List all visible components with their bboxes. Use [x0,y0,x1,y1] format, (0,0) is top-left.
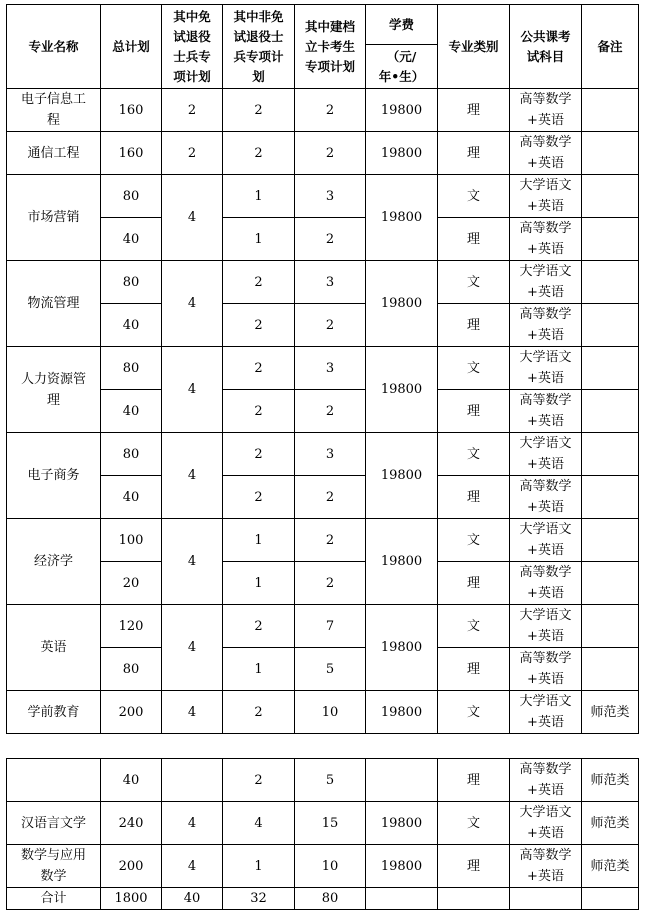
tuition-cell: 19800 [366,347,438,433]
remark-cell [582,562,639,605]
remark-cell: 师范类 [582,691,639,734]
remark-cell [582,347,639,390]
poverty-plan-cell: 2 [295,89,366,132]
major-name-cell [7,759,101,802]
exam-subjects-cell: 大学语文 +英语 [510,605,582,648]
totals-nonexempt-plan: 32 [223,888,295,910]
exam-subjects-cell: 大学语文 +英语 [510,519,582,562]
table-row [7,218,639,261]
tuition-cell: 19800 [366,261,438,347]
header-category: 专业类别 [438,5,510,89]
remark-cell [582,605,639,648]
remark-cell [582,519,639,562]
remark-cell [582,476,639,519]
total-plan-cell: 40 [101,476,162,519]
header-tuition: 学费 [366,5,438,45]
totals-row [7,888,639,910]
poverty-plan-cell: 10 [295,845,366,888]
major-name-cell: 数学与应用 数学 [7,845,101,888]
exempt-plan-cell: 4 [162,347,223,433]
exam-subjects-cell: 高等数学 +英语 [510,562,582,605]
tuition-cell [366,759,438,802]
totals-empty-cell [510,888,582,910]
major-name-cell: 人力资源管 理 [7,347,101,433]
category-cell: 文 [438,347,510,390]
poverty-plan-cell: 5 [295,759,366,802]
table-row [7,648,639,691]
nonexempt-plan-cell: 4 [223,802,295,845]
nonexempt-plan-cell: 1 [223,218,295,261]
remark-cell: 师范类 [582,845,639,888]
table-row [7,476,639,519]
exam-subjects-cell: 大学语文 +英语 [510,691,582,734]
exam-subjects-cell: 高等数学 +英语 [510,132,582,175]
exempt-plan-cell: 4 [162,261,223,347]
remark-cell [582,175,639,218]
total-plan-cell: 80 [101,433,162,476]
tuition-cell: 19800 [366,845,438,888]
exempt-plan-cell [162,759,223,802]
category-cell: 文 [438,261,510,304]
remark-cell [582,433,639,476]
nonexempt-plan-cell: 2 [223,304,295,347]
totals-empty-cell [366,888,438,910]
exam-subjects-cell: 高等数学 +英语 [510,648,582,691]
nonexempt-plan-cell: 2 [223,347,295,390]
major-name-cell: 经济学 [7,519,101,605]
nonexempt-plan-cell: 2 [223,261,295,304]
table-row [7,759,639,802]
major-name-cell: 通信工程 [7,132,101,175]
poverty-plan-cell: 2 [295,562,366,605]
tuition-cell: 19800 [366,175,438,261]
exam-subjects-cell: 高等数学 +英语 [510,304,582,347]
nonexempt-plan-cell: 2 [223,476,295,519]
table-row [7,261,639,304]
total-plan-cell: 80 [101,175,162,218]
poverty-plan-cell: 2 [295,218,366,261]
exempt-plan-cell: 4 [162,605,223,691]
header-exam-subjects: 公共课考 试科目 [510,5,582,89]
table-row [7,347,639,390]
remark-cell: 师范类 [582,759,639,802]
totals-total-plan: 1800 [101,888,162,910]
major-name-cell: 电子商务 [7,433,101,519]
remark-cell: 师范类 [582,802,639,845]
table-row [7,390,639,433]
header-remark: 备注 [582,5,639,89]
nonexempt-plan-cell: 2 [223,691,295,734]
exam-subjects-cell: 大学语文 +英语 [510,261,582,304]
category-cell: 文 [438,802,510,845]
category-cell: 理 [438,759,510,802]
exam-subjects-cell: 高等数学 +英语 [510,759,582,802]
exempt-plan-cell: 4 [162,519,223,605]
poverty-plan-cell: 2 [295,390,366,433]
totals-label: 合计 [7,888,101,910]
table-row [7,175,639,218]
major-name-cell: 物流管理 [7,261,101,347]
total-plan-cell: 160 [101,132,162,175]
exam-subjects-cell: 高等数学 +英语 [510,218,582,261]
nonexempt-plan-cell: 2 [223,132,295,175]
total-plan-cell: 200 [101,691,162,734]
category-cell: 理 [438,218,510,261]
exempt-plan-cell: 4 [162,433,223,519]
total-plan-cell: 200 [101,845,162,888]
nonexempt-plan-cell: 1 [223,175,295,218]
category-cell: 理 [438,132,510,175]
enrollment-table-part2 [6,758,639,910]
exempt-plan-cell: 4 [162,691,223,734]
header-nonexempt-veteran-plan: 其中非免 试退役士 兵专项计 划 [223,5,295,89]
poverty-plan-cell: 2 [295,132,366,175]
totals-empty-cell [582,888,639,910]
nonexempt-plan-cell: 2 [223,433,295,476]
major-name-cell: 汉语言文学 [7,802,101,845]
enrollment-table-part1 [6,4,639,734]
table-row [7,691,639,734]
exempt-plan-cell: 2 [162,89,223,132]
total-plan-cell: 80 [101,347,162,390]
table-row [7,845,639,888]
poverty-plan-cell: 3 [295,347,366,390]
remark-cell [582,89,639,132]
exam-subjects-cell: 高等数学 +英语 [510,845,582,888]
category-cell: 文 [438,691,510,734]
exempt-plan-cell: 4 [162,175,223,261]
major-name-cell: 市场营销 [7,175,101,261]
header-major-name: 专业名称 [7,5,101,89]
category-cell: 理 [438,89,510,132]
totals-empty-cell [438,888,510,910]
poverty-plan-cell: 3 [295,175,366,218]
poverty-plan-cell: 10 [295,691,366,734]
header-poverty-student-plan: 其中建档 立卡考生 专项计划 [295,5,366,89]
tuition-cell: 19800 [366,89,438,132]
total-plan-cell: 40 [101,218,162,261]
poverty-plan-cell: 3 [295,261,366,304]
totals-exempt-plan: 40 [162,888,223,910]
table-row [7,132,639,175]
table-row [7,304,639,347]
header-exempt-veteran-plan: 其中免 试退役 士兵专 项计划 [162,5,223,89]
nonexempt-plan-cell: 1 [223,648,295,691]
tuition-cell: 19800 [366,691,438,734]
category-cell: 理 [438,476,510,519]
table-row [7,605,639,648]
tuition-cell: 19800 [366,519,438,605]
total-plan-cell: 80 [101,261,162,304]
table-row [7,562,639,605]
header-total-plan: 总计划 [101,5,162,89]
table-row [7,89,639,132]
nonexempt-plan-cell: 2 [223,605,295,648]
tuition-cell: 19800 [366,433,438,519]
total-plan-cell: 80 [101,648,162,691]
poverty-plan-cell: 7 [295,605,366,648]
exempt-plan-cell: 4 [162,845,223,888]
tuition-cell: 19800 [366,802,438,845]
major-name-cell: 电子信息工 程 [7,89,101,132]
category-cell: 理 [438,648,510,691]
poverty-plan-cell: 2 [295,519,366,562]
exam-subjects-cell: 大学语文 +英语 [510,175,582,218]
tuition-cell: 19800 [366,605,438,691]
remark-cell [582,261,639,304]
exam-subjects-cell: 高等数学 +英语 [510,89,582,132]
total-plan-cell: 100 [101,519,162,562]
total-plan-cell: 160 [101,89,162,132]
category-cell: 理 [438,304,510,347]
total-plan-cell: 40 [101,390,162,433]
total-plan-cell: 40 [101,759,162,802]
exam-subjects-cell: 高等数学 +英语 [510,390,582,433]
total-plan-cell: 20 [101,562,162,605]
tuition-cell: 19800 [366,132,438,175]
major-name-cell: 英语 [7,605,101,691]
category-cell: 文 [438,605,510,648]
nonexempt-plan-cell: 1 [223,845,295,888]
total-plan-cell: 240 [101,802,162,845]
totals-poverty-plan: 80 [295,888,366,910]
remark-cell [582,132,639,175]
category-cell: 文 [438,433,510,476]
poverty-plan-cell: 15 [295,802,366,845]
poverty-plan-cell: 3 [295,433,366,476]
exam-subjects-cell: 大学语文 +英语 [510,433,582,476]
remark-cell [582,390,639,433]
category-cell: 文 [438,519,510,562]
table-row [7,802,639,845]
poverty-plan-cell: 2 [295,476,366,519]
nonexempt-plan-cell: 2 [223,390,295,433]
exempt-plan-cell: 4 [162,802,223,845]
nonexempt-plan-cell: 1 [223,519,295,562]
nonexempt-plan-cell: 2 [223,759,295,802]
table-row [7,433,639,476]
category-cell: 理 [438,845,510,888]
total-plan-cell: 40 [101,304,162,347]
major-name-cell: 学前教育 [7,691,101,734]
table-row [7,519,639,562]
category-cell: 理 [438,390,510,433]
header-tuition-unit: （元/ 年•生） [366,45,438,89]
category-cell: 理 [438,562,510,605]
remark-cell [582,304,639,347]
nonexempt-plan-cell: 1 [223,562,295,605]
remark-cell [582,218,639,261]
poverty-plan-cell: 5 [295,648,366,691]
remark-cell [582,648,639,691]
exempt-plan-cell: 2 [162,132,223,175]
exam-subjects-cell: 大学语文 +英语 [510,802,582,845]
poverty-plan-cell: 2 [295,304,366,347]
nonexempt-plan-cell: 2 [223,89,295,132]
exam-subjects-cell: 高等数学 +英语 [510,476,582,519]
total-plan-cell: 120 [101,605,162,648]
exam-subjects-cell: 大学语文 +英语 [510,347,582,390]
category-cell: 文 [438,175,510,218]
